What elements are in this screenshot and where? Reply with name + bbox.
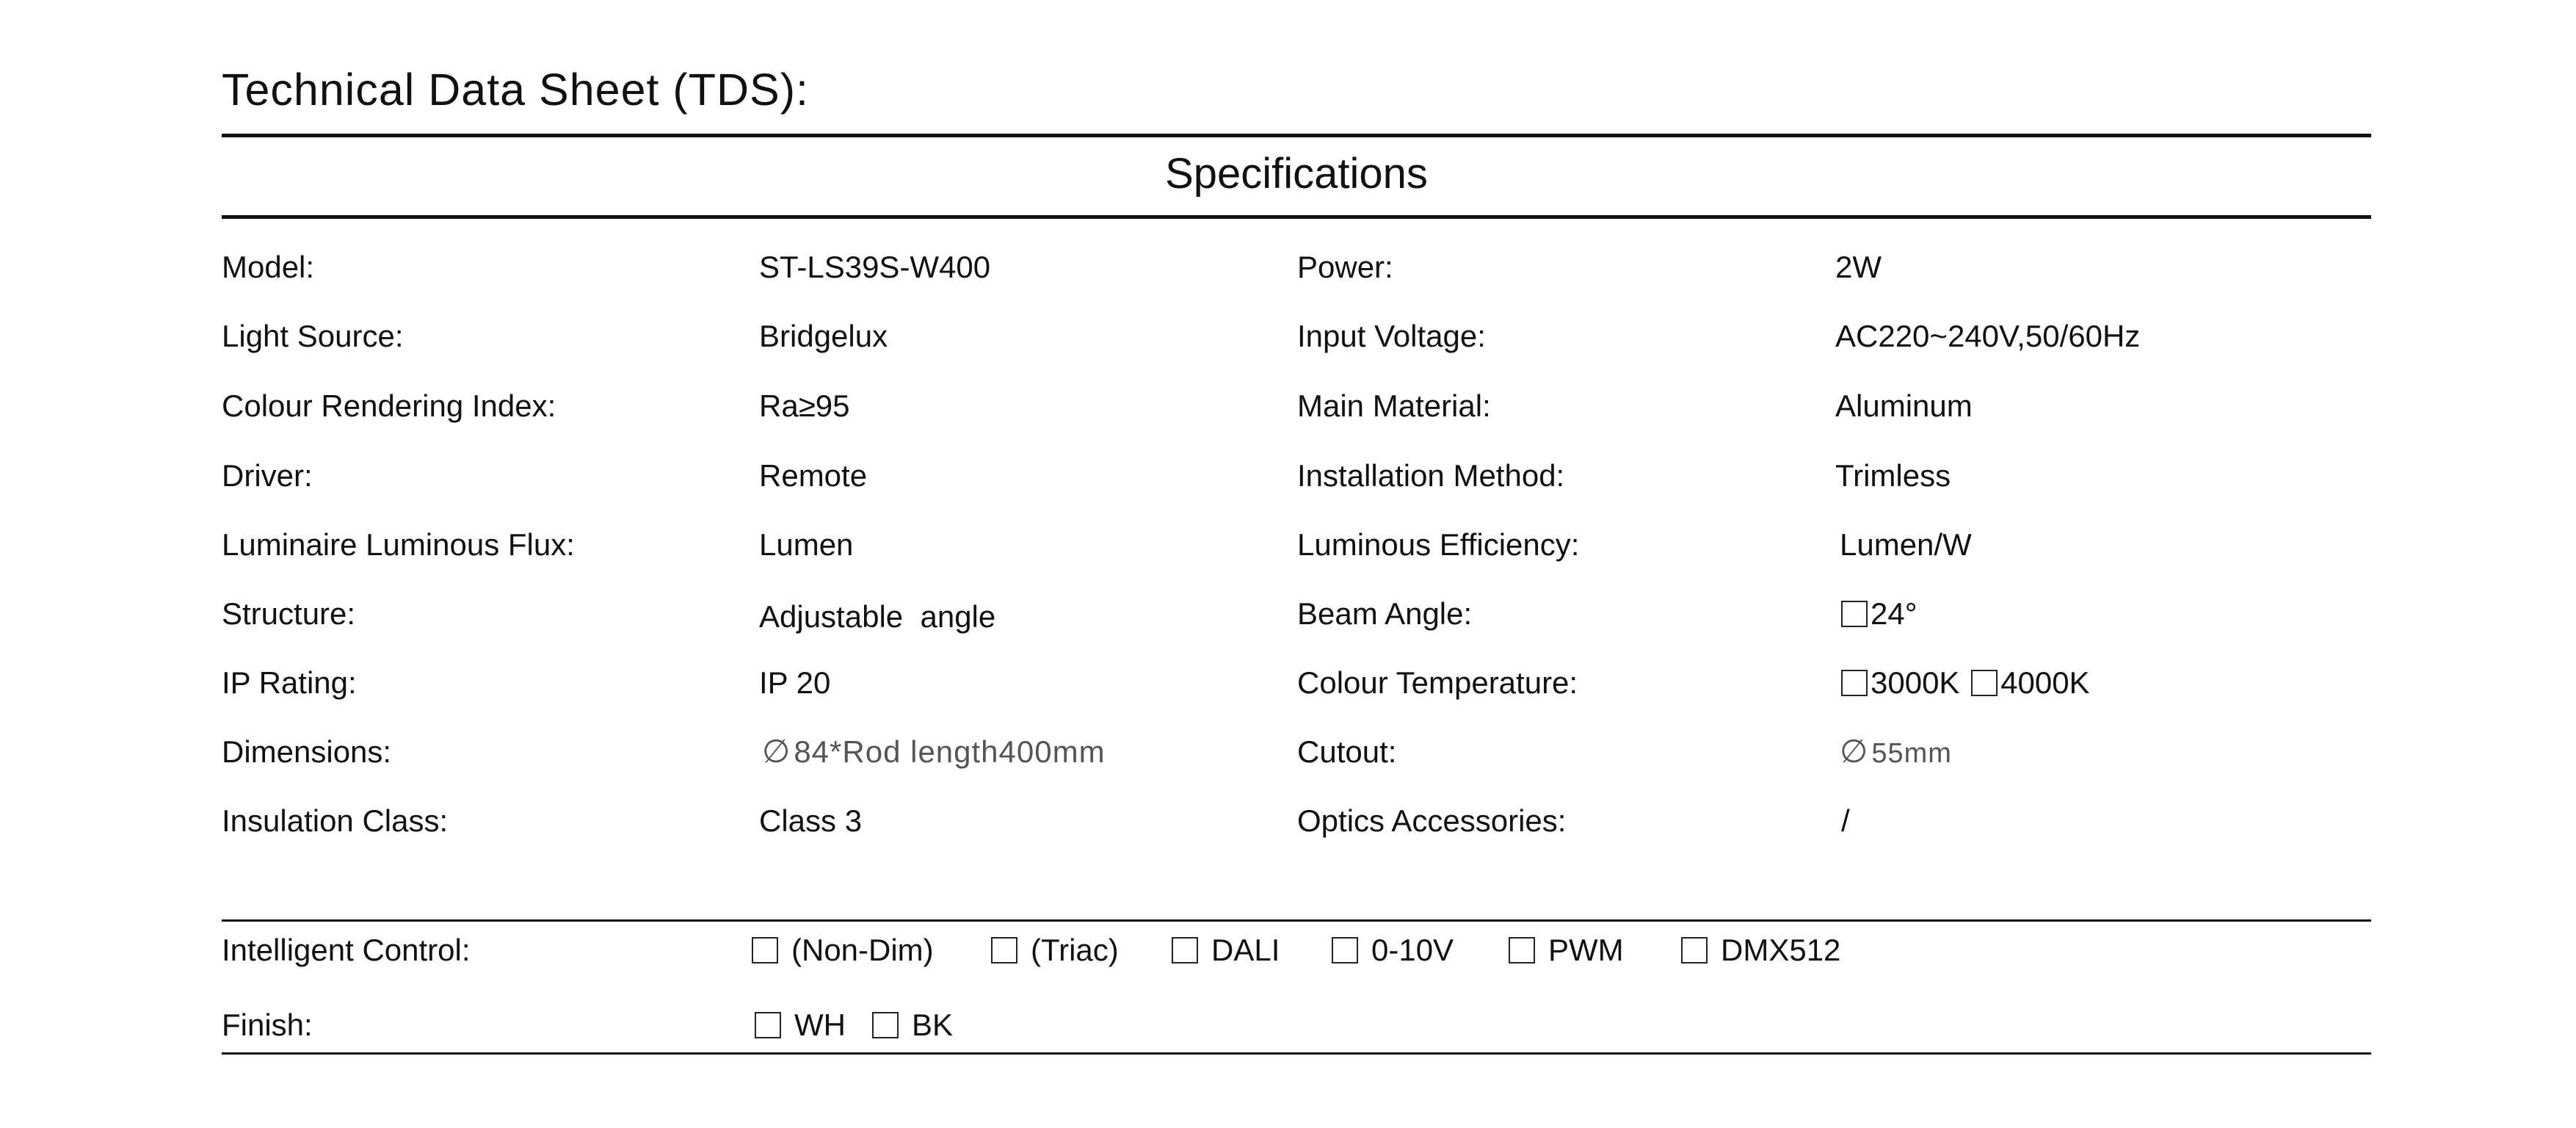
colour-temp-4000k-checkbox[interactable] (1971, 670, 1998, 696)
optics-label: Optics Accessories: (1297, 803, 1567, 838)
cri-label: Colour Rendering Index: (222, 388, 556, 423)
colour-temp-option-2: 4000K (2000, 665, 2090, 700)
diameter-icon: ∅ (762, 734, 791, 770)
driver-label: Driver: (222, 458, 313, 493)
intelligent-control-row (0, 928, 2576, 972)
document-title: Technical Data Sheet (TDS): (222, 65, 809, 115)
section-rule (222, 215, 2371, 219)
flux-label: Luminaire Luminous Flux: (222, 527, 575, 562)
cutout-diameter-icon: ∅ (1840, 734, 1869, 770)
finish-option-wh[interactable] (755, 1003, 846, 1047)
colour-temp-3000k-checkbox[interactable] (1841, 670, 1868, 696)
efficiency-label: Luminous Efficiency: (1297, 527, 1580, 562)
spec-row-insulation (0, 799, 2576, 843)
dimensions-value-group (762, 730, 1106, 774)
cutout-value: 55mm (1871, 738, 1952, 769)
main-material-value: Aluminum (1835, 388, 1973, 423)
control-option-label: DALI (1211, 933, 1280, 967)
spec-row-dimensions (0, 730, 2576, 774)
checkbox[interactable] (755, 1012, 781, 1038)
beam-angle-checkbox[interactable] (1841, 601, 1868, 627)
structure-label: Structure: (222, 596, 356, 631)
finish-option-label: BK (912, 1008, 954, 1042)
checkbox[interactable] (1681, 937, 1708, 964)
power-label: Power: (1297, 250, 1393, 284)
cri-value: Ra≥95 (759, 388, 850, 423)
spec-row-cri (0, 384, 2576, 428)
colour-temp-label: Colour Temperature: (1297, 665, 1578, 700)
checkbox[interactable] (1509, 937, 1535, 964)
spec-row-structure (0, 592, 2576, 636)
control-option-0-10v[interactable] (1332, 928, 1454, 972)
ip-label: IP Rating: (222, 665, 357, 700)
ip-value: IP 20 (759, 665, 831, 700)
control-option-label: (Non-Dim) (791, 933, 934, 967)
control-option-label: (Triac) (1031, 933, 1119, 967)
control-option-label: 0-10V (1371, 933, 1454, 967)
power-value: 2W (1835, 250, 1882, 284)
beam-angle-option[interactable] (1841, 592, 1918, 636)
beam-angle-label: Beam Angle: (1297, 596, 1473, 631)
checkbox[interactable] (991, 937, 1017, 964)
checkbox[interactable] (872, 1012, 899, 1038)
title-rule (222, 134, 2371, 137)
dimensions-value: 84*Rod length400mm (794, 734, 1106, 769)
installation-label: Installation Method: (1297, 458, 1565, 493)
input-voltage-value: AC220~240V,50/60Hz (1835, 319, 2141, 353)
options-top-rule (222, 919, 2371, 922)
checkbox[interactable] (1332, 937, 1358, 964)
efficiency-value: Lumen/W (1840, 527, 1972, 562)
finish-label: Finish: (222, 1008, 313, 1042)
control-option-dmx512[interactable] (1681, 928, 1840, 972)
control-option-pwm[interactable] (1509, 928, 1624, 972)
finish-option-bk[interactable] (872, 1003, 953, 1047)
spec-row-ip (0, 661, 2576, 705)
finish-row (0, 1003, 2576, 1047)
spec-row-model (0, 245, 2576, 289)
structure-value: Adjustable angle (759, 599, 996, 634)
control-option-triac[interactable] (991, 928, 1119, 972)
main-material-label: Main Material: (1297, 388, 1491, 423)
light-source-value: Bridgelux (759, 319, 888, 353)
control-option-dali[interactable] (1172, 928, 1280, 972)
insulation-value: Class 3 (759, 803, 863, 838)
spec-row-driver (0, 454, 2576, 498)
flux-value: Lumen (759, 527, 854, 562)
model-label: Model: (222, 250, 315, 284)
model-value: ST-LS39S-W400 (759, 250, 991, 284)
finish-option-label: WH (794, 1008, 846, 1042)
control-option-non-dim[interactable] (752, 928, 934, 972)
input-voltage-label: Input Voltage: (1297, 319, 1486, 353)
spec-row-light-source (0, 314, 2576, 358)
checkbox[interactable] (1172, 937, 1198, 964)
options-bottom-rule (222, 1052, 2371, 1055)
spec-row-flux (0, 523, 2576, 567)
light-source-label: Light Source: (222, 319, 404, 353)
cutout-value-group (1840, 730, 1952, 776)
installation-value: Trimless (1835, 458, 1951, 493)
insulation-label: Insulation Class: (222, 803, 449, 838)
dimensions-label: Dimensions: (222, 734, 392, 769)
driver-value: Remote (759, 458, 868, 493)
optics-value: / (1841, 803, 1850, 838)
cutout-label: Cutout: (1297, 734, 1397, 769)
colour-temp-option-1: 3000K (1871, 665, 1960, 700)
beam-angle-value: 24° (1871, 596, 1918, 631)
control-option-label: PWM (1548, 933, 1624, 967)
control-option-label: DMX512 (1721, 933, 1841, 967)
colour-temp-options (1841, 661, 2090, 705)
section-title: Specifications (1165, 150, 1428, 198)
intelligent-control-label: Intelligent Control: (222, 933, 471, 967)
checkbox[interactable] (752, 937, 778, 964)
